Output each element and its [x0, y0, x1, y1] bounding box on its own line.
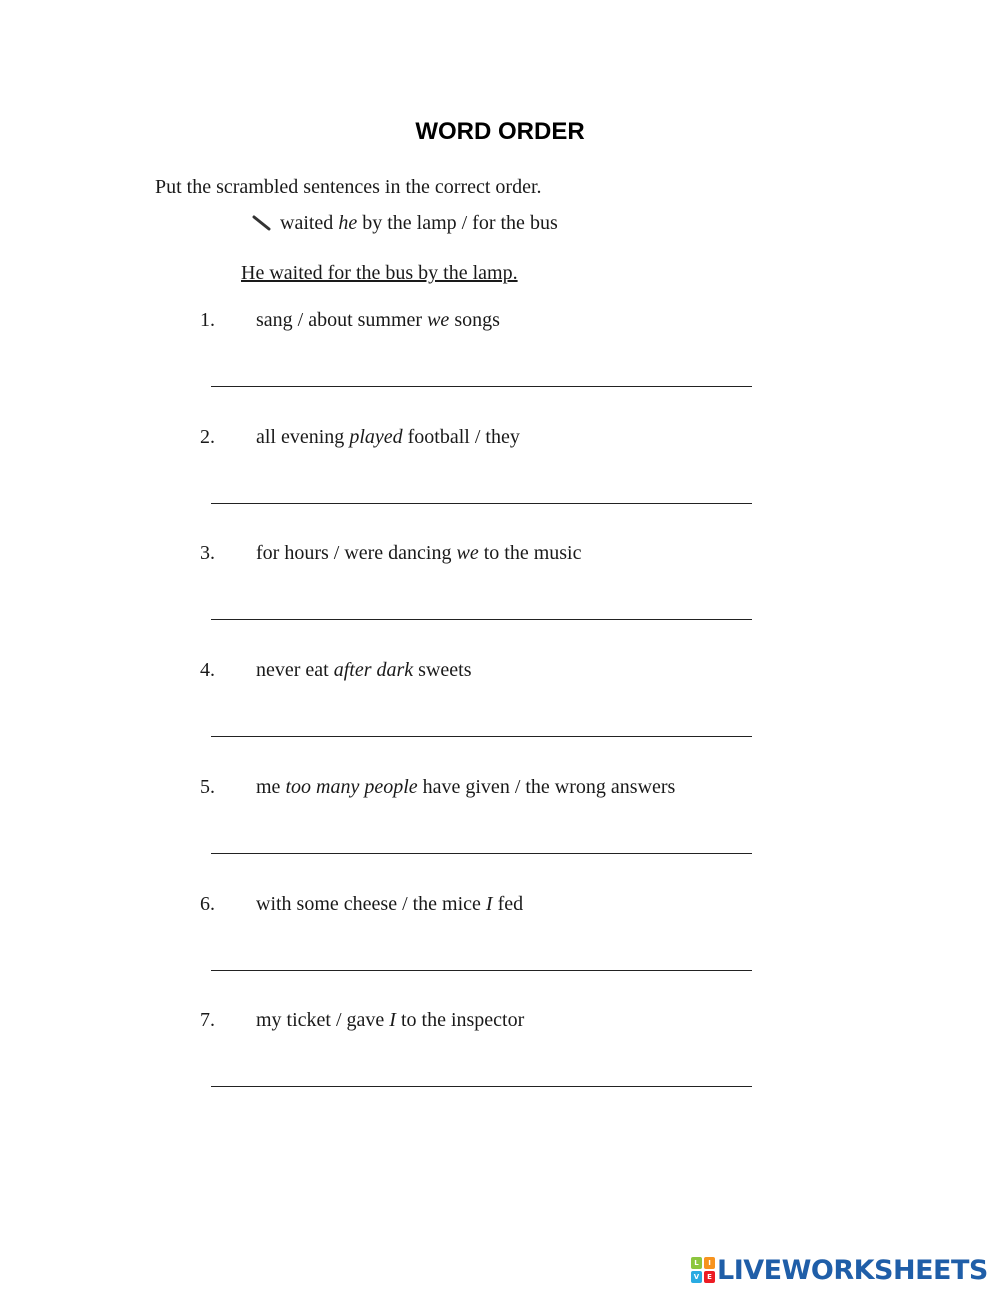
- example-scrambled-text: [280, 212, 558, 235]
- logo-mark-tile: I: [704, 1257, 715, 1269]
- text-fragment: my ticket / gave: [256, 1009, 390, 1031]
- answer-line[interactable]: [211, 619, 752, 620]
- text-fragment: have given / the wrong answers: [417, 776, 676, 798]
- answer-line[interactable]: [211, 853, 752, 854]
- text-fragment: songs: [449, 309, 500, 331]
- text-fragment: for hours / were dancing: [256, 542, 457, 564]
- scrambled-sentence: [256, 542, 581, 565]
- answer-line[interactable]: [211, 386, 752, 387]
- text-fragment: football / they: [402, 426, 520, 448]
- logo-text: LIVEWORKSHEETS: [717, 1254, 988, 1286]
- text-fragment: with some cheese / the mice: [256, 893, 486, 915]
- liveworksheets-logo: [691, 1255, 988, 1285]
- item-number: 2.: [200, 426, 215, 448]
- item-number: 1.: [200, 309, 215, 331]
- text-fragment: fed: [492, 893, 524, 915]
- text-fragment: to the inspector: [395, 1009, 525, 1031]
- scrambled-sentence: [256, 893, 523, 916]
- item-number: 3.: [200, 542, 215, 564]
- worksheet-title: WORD ORDER: [415, 118, 585, 145]
- scrambled-sentence: [256, 776, 675, 799]
- answer-line[interactable]: [211, 503, 752, 504]
- item-number: 6.: [200, 893, 215, 915]
- scrambled-sentence: [256, 659, 472, 682]
- italic-word: I: [389, 1009, 396, 1031]
- text-fragment: sang / about summer: [256, 309, 428, 331]
- text-fragment: by the lamp / for the bus: [357, 212, 558, 234]
- logo-mark-tile: L: [691, 1257, 702, 1269]
- example-answer: He waited for the bus by the lamp.: [241, 262, 518, 284]
- instruction-text: Put the scrambled sentences in the correct order.: [155, 176, 542, 198]
- italic-word: we: [456, 542, 479, 564]
- text-fragment: to the music: [478, 542, 582, 564]
- scrambled-sentence: [256, 1009, 524, 1032]
- answer-line[interactable]: [211, 970, 752, 971]
- italic-word: I: [485, 893, 493, 915]
- scrambled-sentence: [256, 309, 500, 332]
- italic-word: after dark: [333, 659, 414, 681]
- logo-mark-icon: [691, 1257, 715, 1283]
- italic-word: too many people: [285, 776, 418, 798]
- logo-mark-tile: E: [704, 1271, 715, 1283]
- text-fragment: all evening: [256, 426, 350, 448]
- item-number: 7.: [200, 1009, 215, 1031]
- italic-word: we: [427, 309, 450, 331]
- text-fragment: me: [256, 776, 286, 798]
- logo-mark-tile: V: [691, 1271, 702, 1283]
- example-question: [252, 212, 558, 235]
- text-fragment: never eat: [256, 659, 334, 681]
- pen-icon: [252, 215, 274, 233]
- italic-word: he: [338, 212, 358, 234]
- item-number: 5.: [200, 776, 215, 798]
- item-number: 4.: [200, 659, 215, 681]
- text-fragment: sweets: [413, 659, 472, 681]
- italic-word: played: [349, 426, 403, 448]
- scrambled-sentence: [256, 426, 520, 449]
- text-fragment: waited: [280, 212, 339, 234]
- answer-line[interactable]: [211, 1086, 752, 1087]
- answer-line[interactable]: [211, 736, 752, 737]
